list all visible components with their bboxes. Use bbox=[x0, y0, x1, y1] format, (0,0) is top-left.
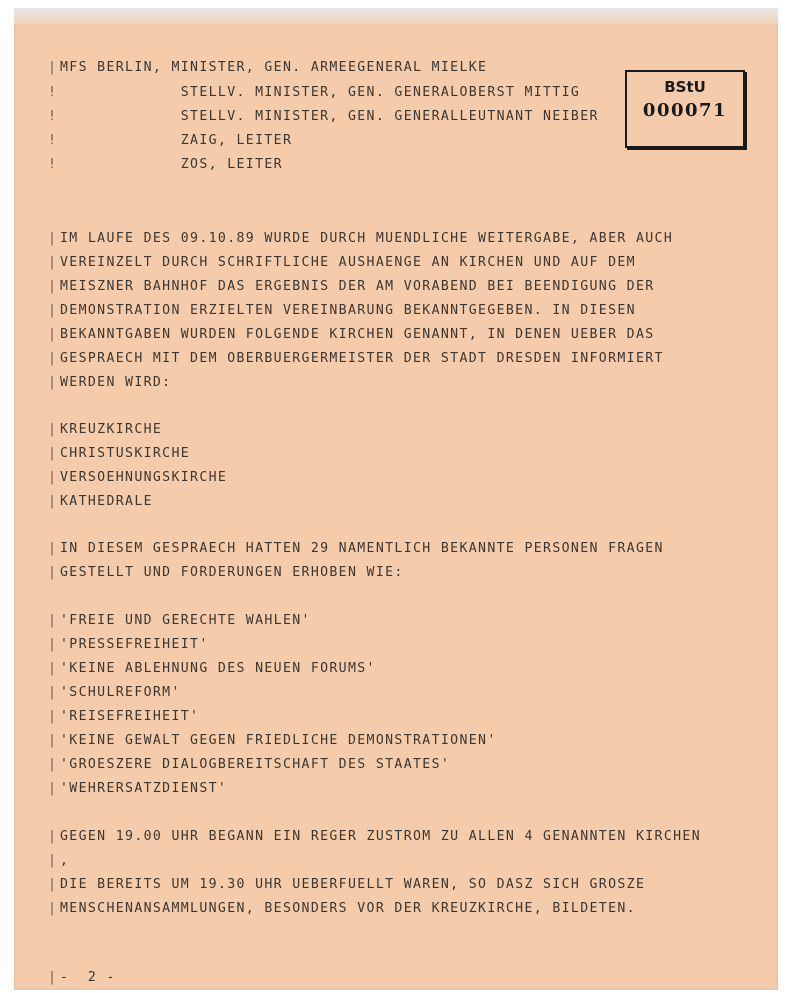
demand-item: | 'KEINE ABLEHNUNG DES NEUEN FORUMS' bbox=[48, 661, 376, 676]
stamp-label: BStU bbox=[664, 78, 706, 96]
demand-item: | 'KEINE GEWALT GEGEN FRIEDLICHE DEMONSTRATIONEN' bbox=[48, 733, 497, 748]
body-line: | BEKANNTGABEN WURDEN FOLGENDE KIRCHEN GENANNT, IN DENEN UEBER DAS bbox=[48, 327, 655, 342]
body-line: | MEISZNER BAHNHOF DAS ERGEBNIS DER AM VORABEND BEI BEENDIGUNG DER bbox=[48, 279, 655, 294]
body-line: | DEMONSTRATION ERZIELTEN VEREINBARUNG BEKANNTGEGEBEN. IN DIESEN bbox=[48, 303, 636, 318]
address-line: ! STELLV. MINISTER, GEN. GENERALLEUTNANT NEIBER bbox=[48, 109, 599, 124]
church-item: | VERSOEHNUNGSKIRCHE bbox=[48, 470, 228, 485]
document-page bbox=[14, 8, 778, 990]
church-item: | KREUZKIRCHE bbox=[48, 422, 163, 437]
page-number: | - 2 - bbox=[48, 970, 116, 985]
body-line: | , bbox=[48, 853, 70, 868]
address-line: ! STELLV. MINISTER, GEN. GENERALOBERST MITTIG bbox=[48, 85, 581, 100]
body-line: | IN DIESEM GESPRAECH HATTEN 29 NAMENTLICH BEKANNTE PERSONEN FRAGEN bbox=[48, 541, 664, 556]
demand-item: | 'SCHULREFORM' bbox=[48, 685, 181, 700]
body-line: | IM LAUFE DES 09.10.89 WURDE DURCH MUENDLICHE WEITERGABE, ABER AUCH bbox=[48, 231, 674, 246]
address-line: ! ZAIG, LEITER bbox=[48, 133, 293, 148]
body-line: | GEGEN 19.00 UHR BEGANN EIN REGER ZUSTROM ZU ALLEN 4 GENANNTEN KIRCHEN bbox=[48, 829, 701, 844]
demand-item: | 'WEHRERSATZDIENST' bbox=[48, 781, 228, 796]
demand-item: | 'REISEFREIHEIT' bbox=[48, 709, 200, 724]
address-line: ! ZOS, LEITER bbox=[48, 157, 283, 172]
body-line: | MENSCHENANSAMMLUNGEN, BESONDERS VOR DER KREUZKIRCHE, BILDETEN. bbox=[48, 901, 636, 916]
address-line: | MFS BERLIN, MINISTER, GEN. ARMEEGENERAL MIELKE bbox=[48, 60, 488, 75]
body-line: | VEREINZELT DURCH SCHRIFTLICHE AUSHAENGE AN KIRCHEN UND AUF DEM bbox=[48, 255, 636, 270]
stamp-number: 000071 bbox=[642, 100, 728, 121]
church-item: | KATHEDRALE bbox=[48, 494, 153, 509]
demand-item: | 'GROESZERE DIALOGBEREITSCHAFT DES STAATES' bbox=[48, 757, 451, 772]
church-item: | CHRISTUSKIRCHE bbox=[48, 446, 191, 461]
scan-top-edge bbox=[14, 8, 778, 24]
body-line: | DIE BEREITS UM 19.30 UHR UEBERFUELLT WAREN, SO DASZ SICH GROSZE bbox=[48, 877, 646, 892]
body-line: | GESPRAECH MIT DEM OBERBUERGERMEISTER DER STADT DRESDEN INFORMIERT bbox=[48, 351, 664, 366]
demand-item: | 'PRESSEFREIHEIT' bbox=[48, 637, 209, 652]
demand-item: | 'FREIE UND GERECHTE WAHLEN' bbox=[48, 613, 311, 628]
archive-stamp bbox=[625, 70, 745, 148]
body-line: | GESTELLT UND FORDERUNGEN ERHOBEN WIE: bbox=[48, 565, 404, 580]
body-line: | WERDEN WIRD: bbox=[48, 375, 172, 390]
